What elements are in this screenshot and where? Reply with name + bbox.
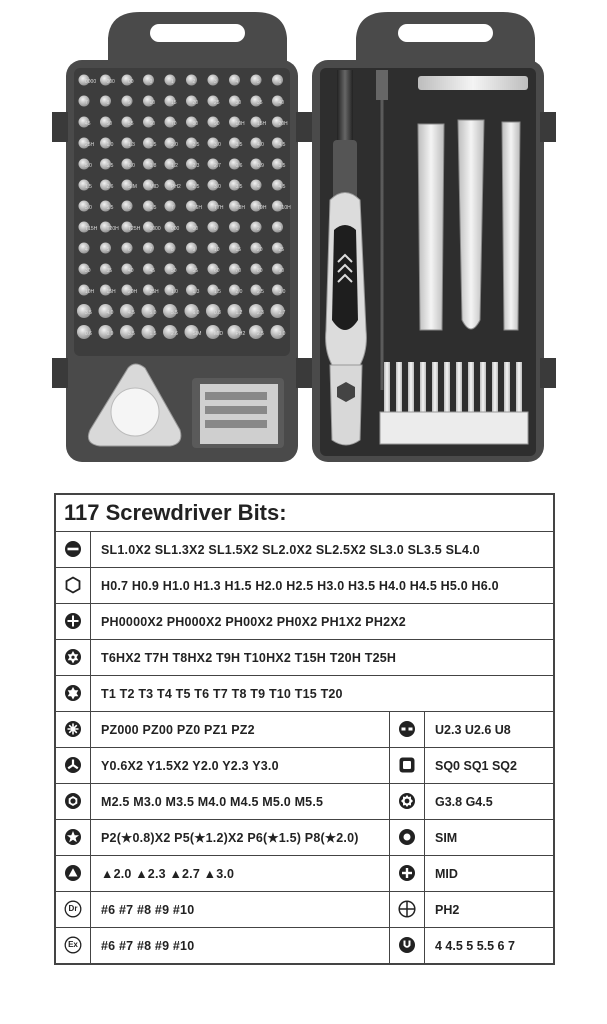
case-bit-label: 3.0 [214, 184, 221, 190]
case-bit [208, 222, 219, 233]
case-bit-label: 6 [128, 247, 131, 253]
case-bit-label: 4.0 [106, 310, 114, 316]
case-bit-label: 25 [214, 100, 220, 106]
case-bit [165, 243, 176, 254]
long-bit [504, 362, 510, 414]
table-row [55, 820, 554, 856]
case-bit-label: 15 [171, 100, 177, 106]
long-bit [468, 362, 474, 414]
case-bit-label: PH2 [171, 184, 181, 190]
case-bit-label: T6H [192, 205, 202, 211]
case-bit-label: 3 [214, 79, 217, 85]
case-bit-label: 5.5 [106, 205, 114, 211]
table-row [55, 928, 554, 965]
case-bit-label: 9 [192, 247, 196, 253]
case-bit-label: 45 [85, 121, 91, 127]
table-row [55, 604, 554, 640]
bit-type-cell [55, 568, 91, 604]
case-bit-label: 5.5 [171, 310, 178, 316]
case-bit-label: 1.5 [85, 184, 92, 190]
case-bit-label: 3.5 [278, 163, 286, 169]
case-bit-label: 2 [192, 79, 196, 85]
case-bit-label: 2.5 [192, 142, 200, 148]
case-bit [79, 96, 90, 107]
case-bit-label: 000 [171, 226, 180, 232]
case-bit-label: 90 [278, 268, 285, 274]
case-bit-label: 20H [128, 289, 138, 295]
case-bit-label: SIM [128, 184, 137, 190]
case-bit-label: 25 [278, 247, 285, 253]
bit-type-cell [390, 856, 425, 892]
case-bit [165, 75, 176, 86]
case-bit [229, 222, 240, 233]
bit-type-cell [390, 748, 425, 784]
slotted-icon [64, 540, 82, 558]
case-bit [122, 96, 133, 107]
case-bit-label: 15 [235, 247, 242, 253]
torx-icon [64, 684, 82, 702]
case-bit [272, 222, 283, 233]
long-bit [408, 362, 414, 414]
table-title: 117 Screwdriver Bits: [55, 494, 554, 532]
bit-type-cell [55, 892, 91, 928]
case-bit [251, 180, 262, 191]
case-bit-label: 50 [171, 268, 177, 274]
table-row [55, 892, 554, 928]
case-bit-label: T25H [128, 226, 141, 232]
case-bit [143, 75, 154, 86]
case-bit [229, 75, 240, 86]
case-bit-label: 1.5 [149, 142, 157, 148]
case-bit-label: 70 [235, 268, 242, 274]
case-bit-label: 5.5 [106, 163, 114, 169]
case-bit [272, 75, 283, 86]
case-bit-label: 1.5 [214, 289, 221, 295]
case-bit-label: 3.0 [278, 331, 286, 337]
bit-type-cell [55, 856, 91, 892]
case-bit-label: 60 [214, 268, 220, 274]
case-bit-label: PH2 [235, 331, 246, 337]
case-bit-label: 1.2 [235, 310, 243, 316]
case-bit [122, 243, 133, 254]
case-bit-label: 0 [149, 79, 153, 85]
case-bit-label: 2.5 [257, 331, 264, 337]
case-bit-label: T9H [257, 205, 267, 211]
bit-sizes-text: PH2 [425, 892, 555, 928]
case-bit-label: 10H [235, 121, 245, 127]
case-bit-label: 55 [192, 268, 199, 274]
bit-type-cell [55, 640, 91, 676]
case-bit-label: 2 [257, 226, 260, 232]
case-bit [100, 96, 111, 107]
bit-type-cell [55, 820, 91, 856]
bit-type-cell [55, 604, 91, 640]
case-bit-label: 0000 [149, 226, 161, 232]
bit-type-cell [390, 784, 425, 820]
case-bit-label: 3.5 [85, 310, 92, 316]
case-bit-label: 0.9 [257, 163, 264, 169]
bit-sizes-text: #6 #7 #8 #9 #10 [91, 892, 390, 928]
case-bit-label: 2.3 [192, 163, 200, 169]
bit-sizes-text: SL1.0X2 SL1.3X2 SL1.5X2 SL2.0X2 SL2.5X2 SL3.0 SL3.5 SL4.0 [91, 532, 555, 568]
case-bit-label: 1.0 [106, 142, 114, 148]
case-bit-label: T20H [106, 226, 119, 232]
case-bit-label: 1.2 [171, 163, 178, 169]
case-bit-label: 0000 [85, 79, 97, 85]
case-bit-label: 1.3 [128, 142, 135, 148]
case-bit-label: SIM [192, 331, 202, 337]
table-row [55, 532, 554, 568]
case-bit-label: 3.5 [235, 184, 243, 190]
case-bit-label: 8 [106, 100, 110, 106]
dr-icon [64, 900, 82, 918]
case-bit-label: 3.5 [128, 331, 135, 337]
bit-type-cell [390, 712, 425, 748]
long-bit [420, 362, 426, 414]
bit-sizes-text: #6 #7 #8 #9 #10 [91, 928, 390, 965]
case-bit-label: 8 [171, 247, 174, 253]
case-bit-label: 4 [235, 79, 239, 85]
case-bit-label: 50 [106, 121, 113, 127]
case-bit-label: 20H [278, 121, 288, 127]
case-bit-label: 6 [278, 79, 282, 85]
bit-sizes-text: G3.8 G4.5 [425, 784, 555, 820]
case-bit-label: 3.5 [235, 142, 243, 148]
case-bit-label: 0.8 [149, 163, 157, 169]
bit-sizes-text: PZ000 PZ00 PZ0 PZ1 PZ2 [91, 712, 390, 748]
long-bit [432, 362, 438, 414]
screwdriver-kit-photo [0, 0, 607, 480]
long-bit [456, 362, 462, 414]
case-bit-label: 55 [128, 121, 134, 127]
case-bit-label: 4.5 [278, 142, 286, 148]
case-bit [186, 75, 197, 86]
bit-sizes-text: 4 4.5 5 5.5 6 7 [425, 928, 555, 965]
case-bit [251, 75, 262, 86]
bit-type-cell [390, 892, 425, 928]
case-bit-label: 4.5 [128, 310, 135, 316]
pentalobe-icon [64, 828, 82, 846]
case-bit-label: 25H [149, 289, 159, 295]
gear-socket-icon [398, 792, 416, 810]
case-bit-label: 2.7 [214, 163, 221, 169]
u-socket-icon [398, 936, 416, 954]
case-bit [122, 201, 133, 212]
icon-label: Ex [68, 940, 78, 950]
bit-sizes-text: SIM [425, 820, 555, 856]
bit-sizes-text: H0.7 H0.9 H1.0 H1.3 H1.5 H2.0 H2.5 H3.0 H3.5 H4.0 H4.5 H5.0 H6.0 [91, 568, 555, 604]
table-row [55, 712, 554, 748]
bit-type-cell [390, 820, 425, 856]
case-bit-label: 80 [257, 268, 263, 274]
long-bit [480, 362, 486, 414]
triangle-icon [64, 864, 82, 882]
case-bit-label: 5.0 [85, 205, 92, 211]
table-row [55, 568, 554, 604]
case-bit-label: 20 [192, 100, 199, 106]
case-bit-label: 15H [106, 289, 116, 295]
case-bit-label: 1 [171, 79, 174, 85]
bit-type-cell [55, 676, 91, 712]
case-bit-label: 10 [214, 247, 220, 253]
case-bit-label: 4.5 [278, 184, 286, 190]
hex-extension-bar [418, 76, 528, 90]
long-bit [516, 362, 522, 414]
bit-sizes-text: MID [425, 856, 555, 892]
bit-type-cell [55, 928, 91, 965]
tri-wing-icon [64, 756, 82, 774]
icon-label: Dr [68, 904, 78, 914]
case-bit-label: 6.0 [192, 310, 200, 316]
case-bit-label: 30 [235, 100, 242, 106]
torx-security-icon [64, 648, 82, 666]
bit-list-table [54, 493, 555, 965]
case-bit-label: 3.0 [214, 142, 221, 148]
bit-sizes-text: SQ0 SQ1 SQ2 [425, 748, 555, 784]
left-case [52, 12, 312, 462]
right-case [312, 12, 556, 462]
table-row [55, 640, 554, 676]
hex-icon [64, 576, 82, 594]
case-bit-label: 0.6 [85, 331, 92, 337]
case-bit-label: T7H [214, 205, 224, 211]
pry-tools [418, 120, 520, 330]
bit-type-cell [55, 784, 91, 820]
case-bit-label: 1.0 [171, 289, 178, 295]
case-bit-label: 60 [149, 121, 156, 127]
case-bit-label: 10H [85, 289, 95, 295]
case-bit-label: 1 [235, 226, 239, 232]
case-bit-label: 00 [192, 226, 199, 232]
case-bit-label: 6 [128, 205, 131, 211]
case-bit-label: 1.3 [192, 289, 200, 295]
case-bit-label: 4 [85, 247, 88, 253]
u-shape-icon [398, 720, 416, 738]
case-bit-label: 5.0 [149, 310, 157, 316]
case-bit-label: 25H [85, 142, 95, 148]
case-bit-label: 2.6 [171, 331, 178, 337]
phillips-icon [64, 612, 82, 630]
bit-sizes-text: Y0.6X2 Y1.5X2 Y2.0 Y2.3 Y3.0 [91, 748, 390, 784]
case-bit [165, 201, 176, 212]
case-bit-label: 4.0 [257, 142, 264, 148]
bit-type-cell [55, 748, 91, 784]
case-bit-label: 5 [257, 79, 260, 85]
case-bit-label: 80 [192, 121, 199, 127]
case-bit [79, 243, 90, 254]
long-bit [492, 362, 498, 414]
case-bit-label: MID [149, 184, 159, 190]
bit-sizes-text: T1 T2 T3 T4 T5 T6 T7 T8 T9 T10 T15 T20 [91, 676, 555, 712]
case-bit-label: 6.5 [149, 205, 157, 211]
case-bit-label: 10 [149, 100, 156, 106]
case-bit [100, 243, 111, 254]
case-bit [143, 243, 154, 254]
pozidriv-icon [64, 720, 82, 738]
case-bit-label: 45 [149, 268, 156, 274]
case-bit-label: 2.5 [257, 289, 264, 295]
case-bit-label: T8H [235, 205, 245, 211]
long-bit [384, 362, 390, 414]
case-bit-label: 30 [85, 268, 91, 274]
case-bit [251, 222, 262, 233]
case-bit-label: 15H [257, 121, 267, 127]
table-row [55, 748, 554, 784]
sim-pin-icon [398, 828, 416, 846]
case-bit-label: 40 [278, 100, 285, 106]
case-bit-label: 1.5 [149, 331, 157, 337]
case-bit-label: 90 [214, 121, 220, 127]
case-bit-label: 70 [171, 121, 177, 127]
case-bit-label: 0.9 [106, 331, 114, 337]
bit-sizes-text: M2.5 M3.0 M3.5 M4.0 M4.5 M5.0 M5.5 [91, 784, 390, 820]
bit-sizes-text: T6HX2 T7H T8HX2 T9H T10HX2 T15H T20H T25H [91, 640, 555, 676]
ex-icon [64, 936, 82, 954]
mid-icon [398, 864, 416, 882]
case-bit-label: 000 [106, 79, 115, 85]
case-bit [186, 243, 197, 254]
case-bit-label: 2.6 [106, 184, 114, 190]
case-bit-label: MID [214, 331, 224, 337]
case-bit-label: 5.0 [85, 163, 92, 169]
case-bit-label: 4 [257, 184, 260, 190]
case-bit-label: 9 [128, 100, 131, 106]
case-bit-label: 20 [257, 247, 263, 253]
table-row [55, 784, 554, 820]
square-icon [398, 756, 416, 774]
case-bit-label: 35 [257, 100, 263, 106]
hex-socket-icon [64, 792, 82, 810]
case-bit-label: T15H [85, 226, 98, 232]
case-bit-label: 7 [171, 205, 174, 211]
long-bit [396, 362, 402, 414]
bit-sizes-text: PH0000X2 PH000X2 PH00X2 PH0X2 PH1X2 PH2X2 [91, 604, 555, 640]
case-bit-label: 2.0 [171, 142, 178, 148]
case-bit-label: 7 [149, 247, 153, 253]
extension-bits-tray [192, 378, 284, 448]
case-bit-label: 0.6 [235, 163, 243, 169]
case-bit-label: 40 [128, 268, 134, 274]
case-bit-label: 2.7 [278, 310, 286, 316]
case-bit-label: 2.3 [257, 310, 264, 316]
case-bit-label: 3 [278, 226, 282, 232]
case-bit-label: 0 [214, 226, 217, 232]
bit-sizes-text: ▲2.0 ▲2.3 ▲2.7 ▲3.0 [91, 856, 390, 892]
case-bit-label: 00 [128, 79, 134, 85]
bit-type-cell [55, 532, 91, 568]
bit-sizes-text: P2(★0.8)X2 P5(★1.2)X2 P6(★1.5) P8(★2.0) [91, 820, 390, 856]
table-row [55, 676, 554, 712]
table-row [55, 856, 554, 892]
long-bit [444, 362, 450, 414]
case-bit-label: T10H [278, 205, 291, 211]
case-bit-label: 0.8 [214, 310, 221, 316]
case-bit-label: 5 [106, 247, 110, 253]
cross-icon [398, 900, 416, 918]
bit-type-cell [55, 712, 91, 748]
case-bit-label: 2.5 [192, 184, 200, 190]
case-bit-label: 7 [85, 100, 88, 106]
case-bit-label: 35 [106, 268, 113, 274]
bit-sizes-text: U2.3 U2.6 U8 [425, 712, 555, 748]
case-bit-label: 2.0 [235, 289, 243, 295]
case-bit [208, 75, 219, 86]
case-bit-label: 6.0 [128, 163, 135, 169]
bit-type-cell [390, 928, 425, 965]
case-bit-label: 3.0 [278, 289, 286, 295]
